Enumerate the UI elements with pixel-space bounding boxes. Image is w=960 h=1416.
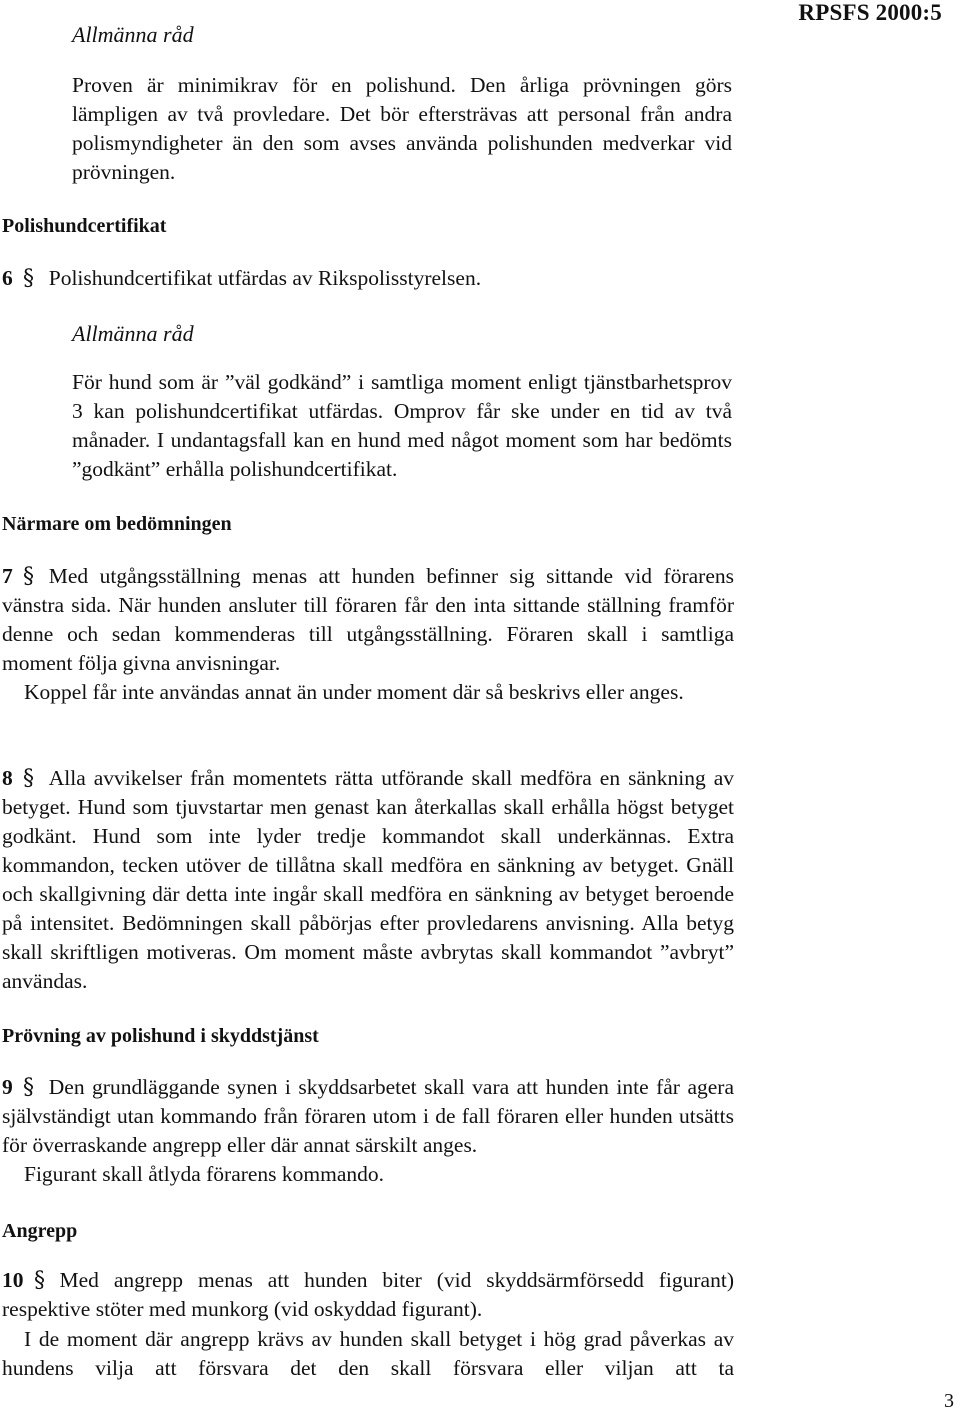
paragraph-text: Den grundläggande synen i skyddsarbetet skall vara att hunden inte får agera självständigt utan kommando från föraren utom i de fall föraren eller hunden utsätts för överraskande angrepp eller där annat särskilt anges. xyxy=(2,1075,734,1157)
paragraph-10 xyxy=(2,1266,734,1324)
svg-text:§: § xyxy=(33,1268,45,1291)
paragraph-7 xyxy=(2,562,734,678)
section-sign-icon xyxy=(21,563,37,585)
paragraph-8 xyxy=(2,764,734,996)
svg-text:§: § xyxy=(22,266,34,289)
paragraph-6 xyxy=(2,265,481,291)
section-heading-skyddstjanst: Prövning av polishund i skyddstjänst xyxy=(2,1025,319,1047)
general-advice-heading: Allmänna råd xyxy=(72,321,194,346)
general-advice-text: Proven är minimikrav för en polishund. Den årliga prövningen görs lämpligen av två provledare. Det bör eftersträvas att personal från andra polismyndigheter än den som avses använda polishunden medverkar vid prövningen. xyxy=(72,73,732,184)
page-number: 3 xyxy=(944,1390,954,1412)
paragraph-text: Med utgångsställning menas att hunden befinner sig sittande vid förarens vänstra sida. När hunden ansluter till föraren får den inta sittande ställning framför denne och sedan kommenderas till utgångsställning. Föraren skall i samtliga moment följa givna anvisningar. xyxy=(2,564,734,675)
paragraph-10-continued: I de moment där angrepp krävs av hunden skall betyget i hög grad påverkas av hundens vilja att försvara det den skall försvara eller viljan att ta xyxy=(2,1327,734,1380)
section-sign-icon xyxy=(21,765,37,787)
section-sign-icon xyxy=(32,1267,48,1289)
svg-text:§: § xyxy=(22,766,34,789)
paragraph-number: 9 xyxy=(2,1075,13,1099)
section-heading-angrepp: Angrepp xyxy=(2,1220,78,1242)
svg-text:§: § xyxy=(22,564,34,587)
paragraph-text: Polishundcertifikat utfärdas av Rikspolisstyrelsen. xyxy=(48,266,482,290)
paragraph-text: Alla avvikelser från momentets rätta utförande skall medföra en sänkning av betyget. Hund som tjuvstartar men genast kan återkallas skall erhålla högst betyget godkänt. Hund som inte lyder tredje kommandot skall underkännas. Extra kommandon, tecken utöver de tillåtna skall medföra en sänkning av betyget. Gnäll och skallgivning där detta inte ingår skall medföra en sänkning av betyget beroende på intensitet. Bedömningen skall påbörjas efter provledarens anvisning. Alla betyg skall skriftligen motiveras. Om moment måste avbrytas skall kommandot ”avbryt” användas. xyxy=(2,766,734,993)
paragraph-number: 8 xyxy=(2,766,13,790)
general-advice-heading: Allmänna råd xyxy=(72,22,194,47)
section-heading-bedomning: Närmare om bedömningen xyxy=(2,513,232,535)
section-sign-icon xyxy=(21,265,37,287)
document-code: RPSFS 2000:5 xyxy=(798,0,942,25)
general-advice-text: För hund som är ”väl godkänd” i samtliga moment enligt tjänstbarhetsprov 3 kan polishundcertifikat utfärdas. Omprov får ske under en tid av två månader. I undantagsfall kan en hund med något moment som har bedömts ”godkänt” erhålla polishundcertifikat. xyxy=(72,370,732,481)
paragraph-text: Med angrepp menas att hunden biter (vid skyddsärmförsedd figurant) respektive stöter med munkorg (vid oskyddad figurant). xyxy=(2,1268,734,1321)
svg-text:§: § xyxy=(22,1075,34,1098)
paragraph-7-continued: Koppel får inte användas annat än under moment där så beskrivs eller anges. xyxy=(24,680,684,704)
section-heading-certifikat: Polishundcertifikat xyxy=(2,215,167,237)
paragraph-number: 7 xyxy=(2,564,13,588)
paragraph-number: 10 xyxy=(2,1268,24,1292)
paragraph-9 xyxy=(2,1073,734,1160)
paragraph-number: 6 xyxy=(2,266,13,290)
section-sign-icon xyxy=(21,1074,37,1096)
paragraph-9-continued: Figurant skall åtlyda förarens kommando. xyxy=(24,1162,385,1186)
